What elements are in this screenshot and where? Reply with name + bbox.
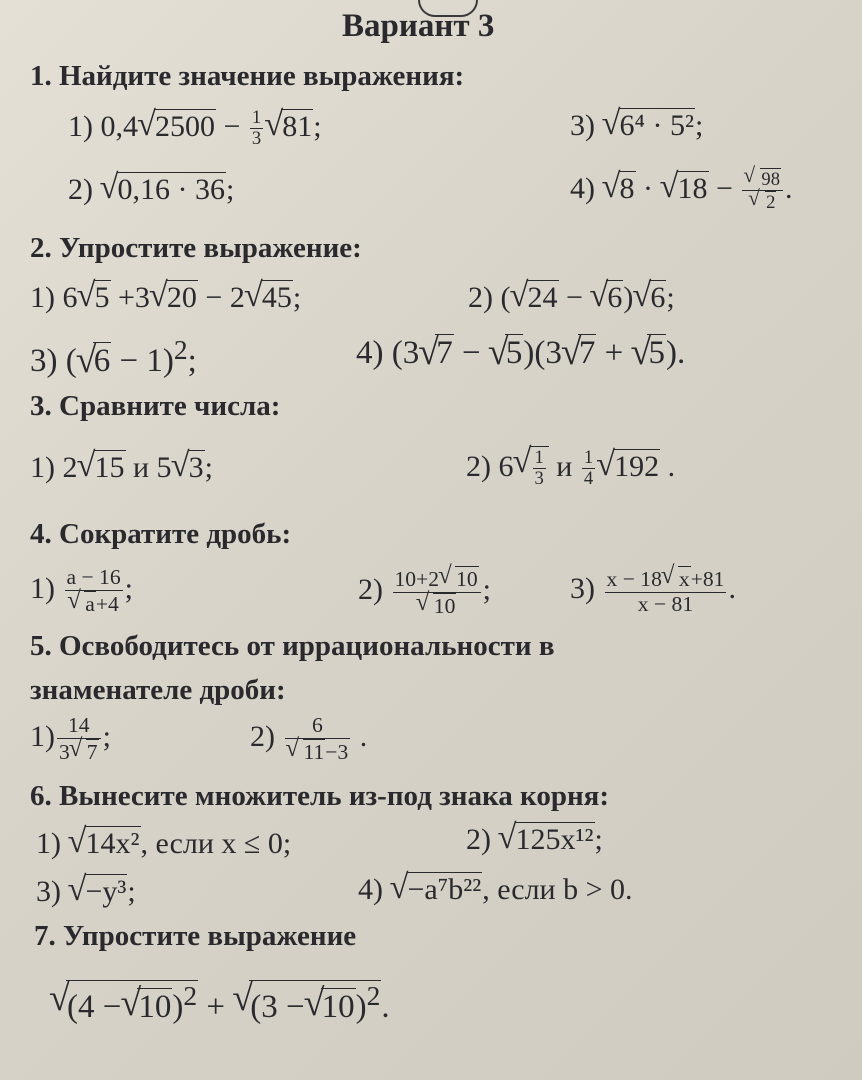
condition: , если x ≤ 0;	[140, 827, 292, 860]
expression-part: +81	[690, 567, 725, 591]
radical	[288, 739, 326, 765]
task-3-1	[30, 450, 213, 485]
radical	[632, 334, 666, 372]
denominator: 3	[251, 128, 262, 150]
radicand: 0,16 · 36	[117, 173, 225, 206]
radicand: 45	[261, 281, 292, 314]
task-1-3	[570, 108, 703, 143]
coefficient: 3	[59, 739, 70, 764]
radical	[634, 280, 666, 315]
item-number: 2)	[68, 173, 93, 206]
coefficient: 6	[498, 449, 514, 483]
numerator: a − 16	[66, 565, 121, 589]
task-2-1	[30, 280, 301, 315]
denominator: 4	[583, 468, 594, 490]
radicand: 15	[94, 451, 125, 484]
punctuation: .	[381, 989, 390, 1025]
radical	[604, 171, 636, 206]
expression-part: x − 18	[606, 567, 662, 591]
coefficient: 0,4	[100, 109, 138, 143]
parenthesis: )	[623, 281, 634, 314]
task-3-2	[466, 446, 675, 490]
radical	[500, 822, 595, 857]
punctuation: ;	[226, 173, 235, 206]
item-number: 3)	[36, 875, 61, 908]
radical	[151, 280, 198, 315]
task-5-1	[30, 714, 111, 765]
radical	[246, 280, 293, 315]
radical	[306, 988, 356, 1025]
punctuation: ;	[204, 451, 213, 484]
radicand: 5	[505, 335, 523, 371]
fraction	[533, 448, 546, 490]
item-number: 1)	[36, 827, 61, 860]
radical	[418, 593, 457, 619]
exponent: 2	[173, 334, 188, 365]
radical	[70, 826, 141, 861]
radical	[663, 566, 691, 592]
radicand: 8	[619, 171, 635, 205]
radicand: 14x²	[85, 827, 140, 860]
operator: ·	[643, 171, 653, 205]
task-1-4	[570, 168, 793, 214]
radicand: 2	[766, 192, 776, 214]
radical	[563, 334, 597, 372]
coefficient: 6	[62, 281, 78, 314]
radical	[139, 109, 216, 144]
expression-part: (3	[391, 335, 420, 371]
punctuation: .	[728, 572, 736, 606]
exponent: 2	[366, 980, 381, 1011]
radicand: 7	[436, 335, 453, 371]
numerator	[393, 566, 481, 593]
coefficient: 2	[62, 451, 78, 484]
section-5-heading: 5. Освободитесь от иррациональности в	[30, 630, 555, 662]
item-number: 4)	[356, 335, 384, 371]
conjunction: и 5	[133, 451, 172, 484]
exponent: 2	[183, 980, 198, 1011]
task-6-1	[36, 826, 291, 861]
radicand: x	[678, 567, 690, 591]
parenthesis: (	[65, 343, 77, 379]
punctuation: ;	[102, 720, 111, 754]
item-number: 3)	[570, 109, 595, 142]
radicand: 7	[578, 335, 596, 371]
radicand: 10	[456, 567, 478, 591]
coefficient: − 2	[205, 281, 245, 314]
radicand: 5	[94, 281, 110, 314]
item-number: 1)	[30, 572, 55, 606]
radical	[69, 591, 96, 617]
radicand: 10	[433, 593, 456, 618]
conjunction: и	[556, 449, 573, 483]
punctuation: ;	[694, 109, 704, 142]
radicand: 6⁴ · 5²	[619, 109, 694, 142]
parenthesis: )	[172, 989, 184, 1025]
radical	[79, 450, 126, 485]
section-6-heading: 6. Вынесите множитель из-под знака корня:	[30, 780, 610, 812]
punctuation: ).	[665, 335, 686, 371]
expression-part: 10+2	[394, 567, 440, 591]
fraction	[57, 714, 101, 765]
numerator	[605, 566, 727, 593]
numerator: 1	[251, 107, 262, 128]
denominator	[285, 739, 351, 765]
denominator	[742, 191, 783, 213]
expression-part: − 1)	[119, 343, 174, 379]
radicand: 125x¹²	[515, 823, 594, 856]
section-3-heading: 3. Сравните числа:	[30, 390, 281, 422]
radicand	[249, 980, 381, 1025]
item-number: 4)	[570, 171, 595, 205]
fraction	[250, 108, 263, 150]
radical	[440, 566, 479, 592]
radicand: 81	[282, 109, 313, 143]
radicand: 18	[677, 171, 708, 205]
radical	[173, 450, 205, 485]
radicand: 10	[321, 989, 355, 1025]
section-7-heading: 7. Упростите выражение	[34, 920, 357, 952]
radical	[266, 109, 313, 144]
radicand	[66, 980, 198, 1025]
punctuation: .	[785, 171, 793, 205]
radicand: 98	[761, 169, 781, 190]
expression-part: −3	[325, 739, 349, 764]
radicand	[530, 446, 549, 490]
task-4-2	[358, 566, 491, 619]
radicand: 6	[650, 281, 666, 314]
condition: , если b > 0.	[482, 873, 633, 906]
radicand: 6	[93, 343, 111, 379]
item-number: 4)	[358, 873, 383, 906]
punctuation: ;	[127, 875, 136, 908]
item-number: 2)	[468, 281, 493, 314]
item-number: 2)	[466, 449, 491, 483]
task-2-4	[356, 334, 685, 372]
punctuation: ;	[313, 109, 322, 143]
item-number: 3)	[570, 572, 595, 606]
radicand: a	[85, 591, 95, 616]
radical	[78, 342, 112, 380]
parenthesis: (	[500, 281, 511, 314]
punctuation: ;	[292, 281, 302, 314]
radical	[420, 334, 454, 372]
task-2-2	[468, 280, 675, 315]
fraction	[605, 566, 727, 617]
task-4-1	[30, 566, 133, 617]
task-6-2	[466, 822, 603, 857]
task-2-3	[30, 334, 197, 380]
section-1-heading: 1. Найдите значение выражения:	[30, 60, 465, 92]
operator: +	[604, 335, 624, 371]
denominator	[393, 593, 481, 619]
denominator: 3	[534, 468, 544, 490]
task-6-4	[358, 872, 633, 907]
radicand: −y³	[85, 875, 127, 908]
numerator: 1	[583, 447, 594, 468]
numerator: 14	[57, 714, 101, 739]
denominator	[57, 739, 101, 765]
radical	[604, 108, 695, 143]
task-6-3	[36, 874, 136, 909]
fraction	[742, 168, 783, 214]
expression-part: +4	[95, 591, 119, 616]
task-5-2	[250, 714, 367, 765]
item-number: 2)	[250, 720, 275, 754]
radicand: 2500	[155, 109, 215, 143]
punctuation: ;	[594, 823, 603, 856]
item-number: 3)	[30, 343, 58, 379]
punctuation: .	[359, 720, 368, 754]
fraction	[582, 448, 595, 490]
numerator: 6	[285, 714, 351, 739]
radicand: 6	[607, 281, 623, 314]
punctuation: ;	[666, 281, 675, 314]
section-4-heading: 4. Сократите дробь:	[30, 518, 292, 550]
task-1-1	[68, 108, 322, 150]
radical	[234, 980, 381, 1026]
denominator	[65, 591, 123, 617]
punctuation: ;	[482, 573, 492, 607]
operator: −	[223, 109, 241, 143]
item-number: 1)	[68, 109, 93, 143]
radical	[70, 874, 128, 909]
radicand: 11	[303, 739, 325, 764]
expression-part: )(3	[523, 335, 562, 371]
expression-part: (3 −	[250, 989, 305, 1025]
task-7	[50, 980, 390, 1026]
task-4-3	[570, 566, 736, 617]
task-1-2	[68, 172, 234, 207]
radical	[598, 449, 660, 484]
radical	[512, 280, 559, 315]
radical	[515, 446, 549, 490]
operator: −	[462, 335, 481, 371]
item-number: 1)	[30, 720, 55, 754]
radical	[392, 872, 483, 907]
radical	[591, 280, 623, 315]
variant-title: Вариант 3	[342, 8, 495, 44]
radical	[750, 191, 776, 213]
fraction	[65, 566, 123, 617]
radicand: 20	[166, 281, 197, 314]
radicand: 7	[86, 739, 98, 764]
radicand: 3	[188, 451, 204, 484]
radicand: 10	[138, 989, 172, 1025]
radical	[122, 988, 172, 1025]
fraction	[285, 714, 351, 765]
operator: −	[566, 281, 583, 314]
operator: +	[206, 989, 225, 1025]
radical	[71, 739, 99, 765]
punctuation: .	[667, 449, 676, 483]
section-2-heading: 2. Упростите выражение:	[30, 232, 362, 264]
parenthesis: )	[355, 989, 367, 1025]
radical	[51, 980, 198, 1026]
operator: −	[716, 171, 733, 205]
item-number: 1)	[30, 281, 55, 314]
item-number: 2)	[466, 823, 491, 856]
item-number: 1)	[30, 451, 55, 484]
punctuation: ;	[187, 343, 197, 379]
radicand: 24	[527, 281, 558, 314]
expression-part: (4 −	[67, 989, 122, 1025]
numerator: √ 1	[534, 447, 544, 468]
radical	[490, 334, 524, 372]
radical	[662, 171, 709, 206]
coefficient: +3	[118, 281, 150, 314]
fraction	[393, 566, 481, 619]
punctuation: ;	[124, 572, 133, 606]
denominator: x − 81	[637, 591, 694, 616]
radical	[102, 172, 227, 207]
item-number: 2)	[358, 573, 383, 607]
radicand: 192	[614, 449, 660, 483]
radicand: −a⁷b²²	[407, 873, 482, 906]
section-5-heading-cont: знаменателе дроби:	[30, 674, 286, 706]
radical	[79, 280, 111, 315]
radicand: 5	[648, 335, 665, 371]
